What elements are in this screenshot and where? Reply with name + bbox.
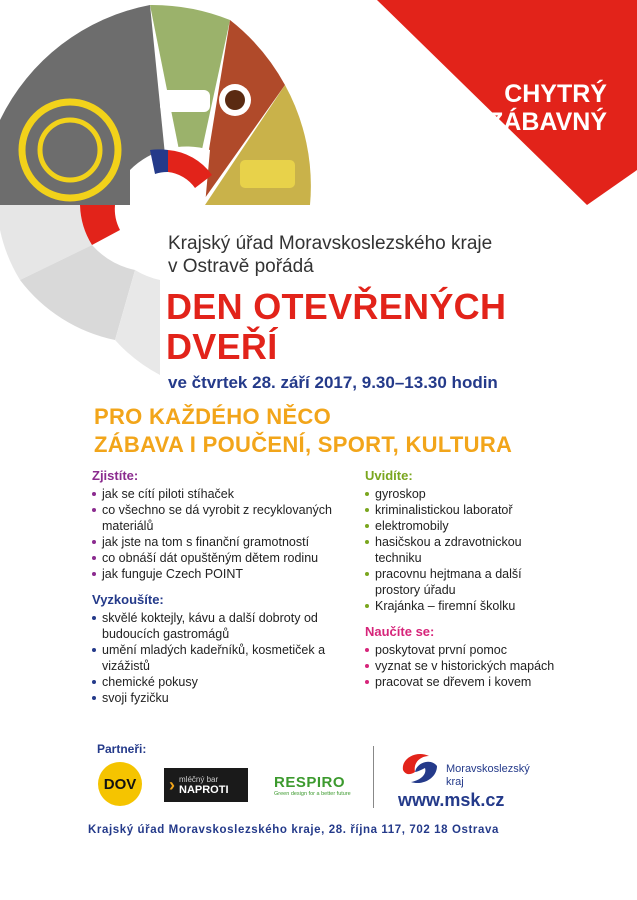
list-item: hasičskou a zdravotnickou techniku xyxy=(365,534,555,566)
event-title-line2: DVEŘÍ xyxy=(166,326,278,367)
msk-name-line2: kraj xyxy=(446,776,464,788)
footer-address: Krajský úřad Moravskoslezského kraje, 28. října 117, 702 18 Ostrava xyxy=(88,824,499,836)
tagline-line1: CHYTRÝ xyxy=(504,80,607,108)
organizer-text xyxy=(168,232,492,278)
msk-logo-icon xyxy=(397,748,441,788)
section-heading-uvidite: Uvidíte: xyxy=(365,468,413,483)
naproti-logo-small-text: mléčný bar xyxy=(179,775,219,784)
list-item: vyznat se v historických mapách xyxy=(365,658,555,674)
list-item: pracovat se dřevem i kovem xyxy=(365,674,555,690)
list-item: co obnáší dát opuštěným dětem rodinu xyxy=(92,550,352,566)
section-heading-vyzkousite: Vyzkoušíte: xyxy=(92,592,164,607)
event-title xyxy=(166,287,506,367)
right-column xyxy=(365,468,555,700)
organizer-line2: v Ostravě pořádá xyxy=(168,256,314,277)
left-column xyxy=(92,468,352,716)
list-item: elektromobily xyxy=(365,518,555,534)
list-item: gyroskop xyxy=(365,486,555,502)
section-heading-naucite: Naučíte se: xyxy=(365,624,435,639)
msk-name-line1: Moravskoslezský xyxy=(446,763,530,775)
partners-label: Partneři: xyxy=(97,742,147,756)
list-item: jak jste na tom s finanční gramotností xyxy=(92,534,352,550)
list-vyzkousite xyxy=(92,610,352,706)
list-item: svoji fyzičku xyxy=(92,690,352,706)
naproti-logo xyxy=(164,768,248,802)
dov-logo xyxy=(98,762,142,806)
list-item: Krajánka – firemní školku xyxy=(365,598,555,614)
list-zjistite xyxy=(92,486,352,582)
event-date: ve čtvrtek 28. září 2017, 9.30–13.30 hodin xyxy=(168,373,498,392)
msk-name xyxy=(446,763,530,789)
naproti-logo-text: NAPROTI xyxy=(179,784,229,796)
list-item: umění mladých kadeřníků, kosmetiček a vizážistů xyxy=(92,642,352,674)
slogan xyxy=(94,403,512,459)
partners-divider xyxy=(373,746,374,808)
list-item: skvělé koktejly, kávu a další dobroty od budoucích gastromágů xyxy=(92,610,352,642)
list-item: co všechno se dá vyrobit z recyklovaných materiálů xyxy=(92,502,352,534)
msk-website-link[interactable]: www.msk.cz xyxy=(398,790,505,810)
list-item: poskytovat první pomoc xyxy=(365,642,555,658)
slogan-line2: ZÁBAVA I POUČENÍ, SPORT, KULTURA xyxy=(94,432,513,457)
organizer-line1: Krajský úřad Moravskoslezského kraje xyxy=(168,233,493,254)
tagline xyxy=(407,80,607,136)
dov-logo-text: DOV xyxy=(103,775,137,793)
list-item: jak se cítí piloti stíhaček xyxy=(92,486,352,502)
tagline-line2: A ZÁBAVNÝ xyxy=(463,108,607,136)
slogan-line1: PRO KAŽDÉHO NĚCO xyxy=(94,404,332,429)
naproti-chevron-icon: › xyxy=(169,774,175,795)
list-uvidite xyxy=(365,486,555,614)
section-heading-zjistite: Zjistíte: xyxy=(92,468,139,483)
respiro-logo xyxy=(274,774,354,797)
list-item: jak funguje Czech POINT xyxy=(92,566,352,582)
list-item: pracovnu hejtmana a další prostory úřadu xyxy=(365,566,555,598)
list-item: chemické pokusy xyxy=(92,674,352,690)
list-naucite xyxy=(365,642,555,690)
respiro-logo-text: RESPIRO xyxy=(274,774,346,791)
respiro-logo-subtext: Green design for a better future xyxy=(274,791,351,797)
list-item: kriminalistickou laboratoř xyxy=(365,502,555,518)
event-title-line1: DEN OTEVŘENÝCH xyxy=(166,286,507,327)
